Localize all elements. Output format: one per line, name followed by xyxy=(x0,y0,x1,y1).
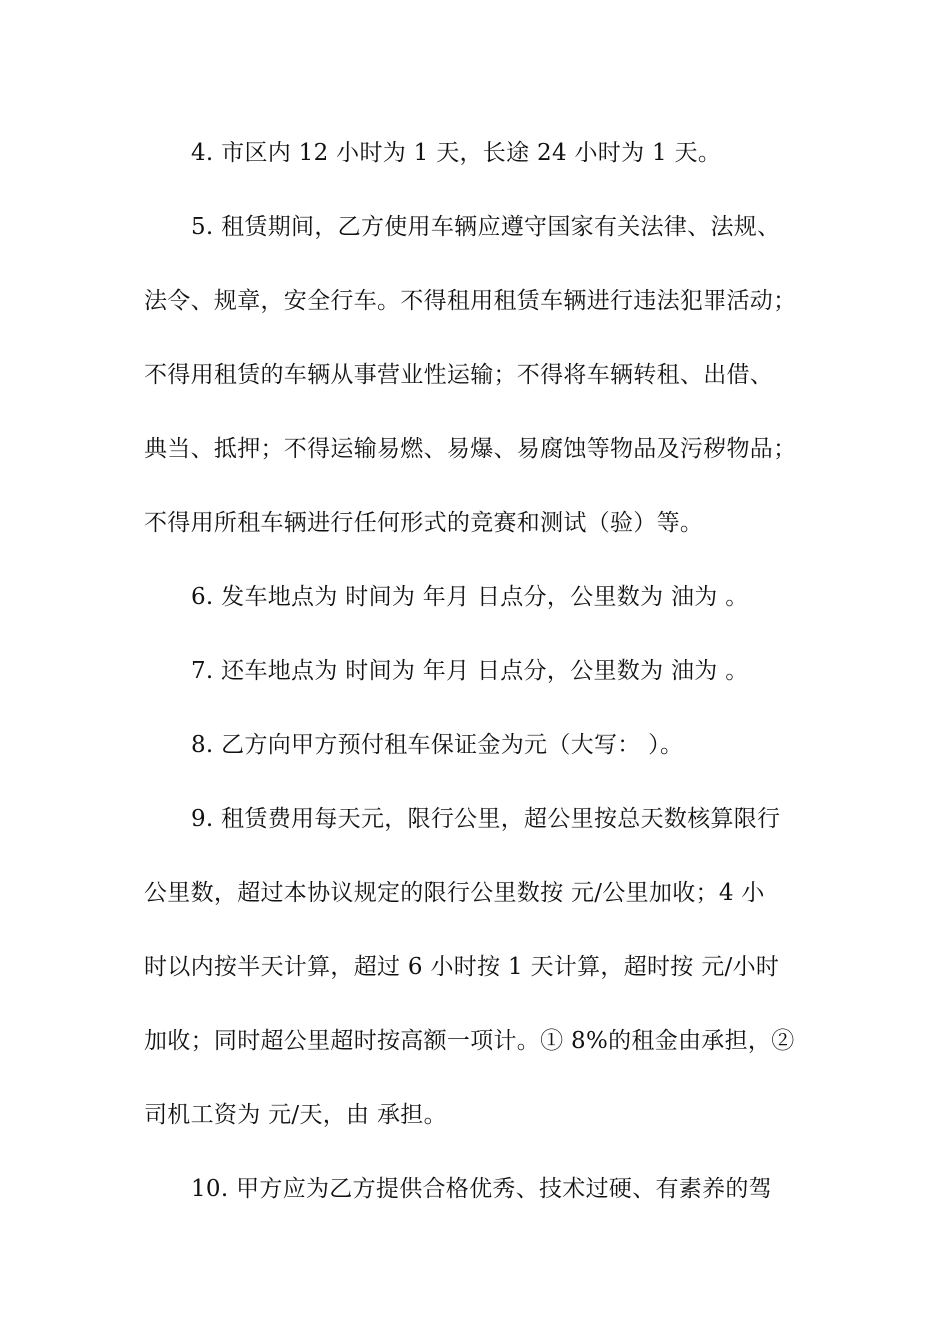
clause-10-line-1: 10. 甲方应为乙方提供合格优秀、技术过硬、有素养的驾 xyxy=(191,1176,772,1202)
clause-9-line-1: 9. 租赁费用每天元，限行公里，超公里按总天数核算限行 xyxy=(191,806,781,832)
clause-9-line-4: 加收；同时超公里超时按高额一项计。① 8%的租金由承担，② xyxy=(144,1028,795,1054)
clause-9-line-5: 司机工资为 元/天，由 承担。 xyxy=(144,1102,447,1128)
clause-5-line-5: 不得用所租车辆进行任何形式的竞赛和测试（验）等。 xyxy=(144,510,704,536)
clause-9-line-3: 时以内按半天计算，超过 6 小时按 1 天计算，超时按 元/小时 xyxy=(144,954,780,980)
clause-4-line: 4. 市区内 12 小时为 1 天，长途 24 小时为 1 天。 xyxy=(191,140,722,166)
clause-5-line-2: 法令、规章，安全行车。不得租用租赁车辆进行违法犯罪活动； xyxy=(144,288,797,314)
clause-9-line-2: 公里数，超过本协议规定的限行公里数按 元/公里加收；4 小 xyxy=(144,880,765,906)
clause-5-line-3: 不得用租赁的车辆从事营业性运输；不得将车辆转租、出借、 xyxy=(144,362,774,388)
clause-8-line: 8. 乙方向甲方预付租车保证金为元（大写： ）。 xyxy=(191,732,684,758)
clause-5-line-4: 典当、抵押；不得运输易燃、易爆、易腐蚀等物品及污秽物品； xyxy=(144,436,797,462)
clause-5-line-1: 5. 租赁期间，乙方使用车辆应遵守国家有关法律、法规、 xyxy=(191,214,781,240)
clause-6-line: 6. 发车地点为 时间为 年月 日点分，公里数为 油为 。 xyxy=(191,584,749,610)
clause-7-line: 7. 还车地点为 时间为 年月 日点分，公里数为 油为 。 xyxy=(191,658,749,684)
